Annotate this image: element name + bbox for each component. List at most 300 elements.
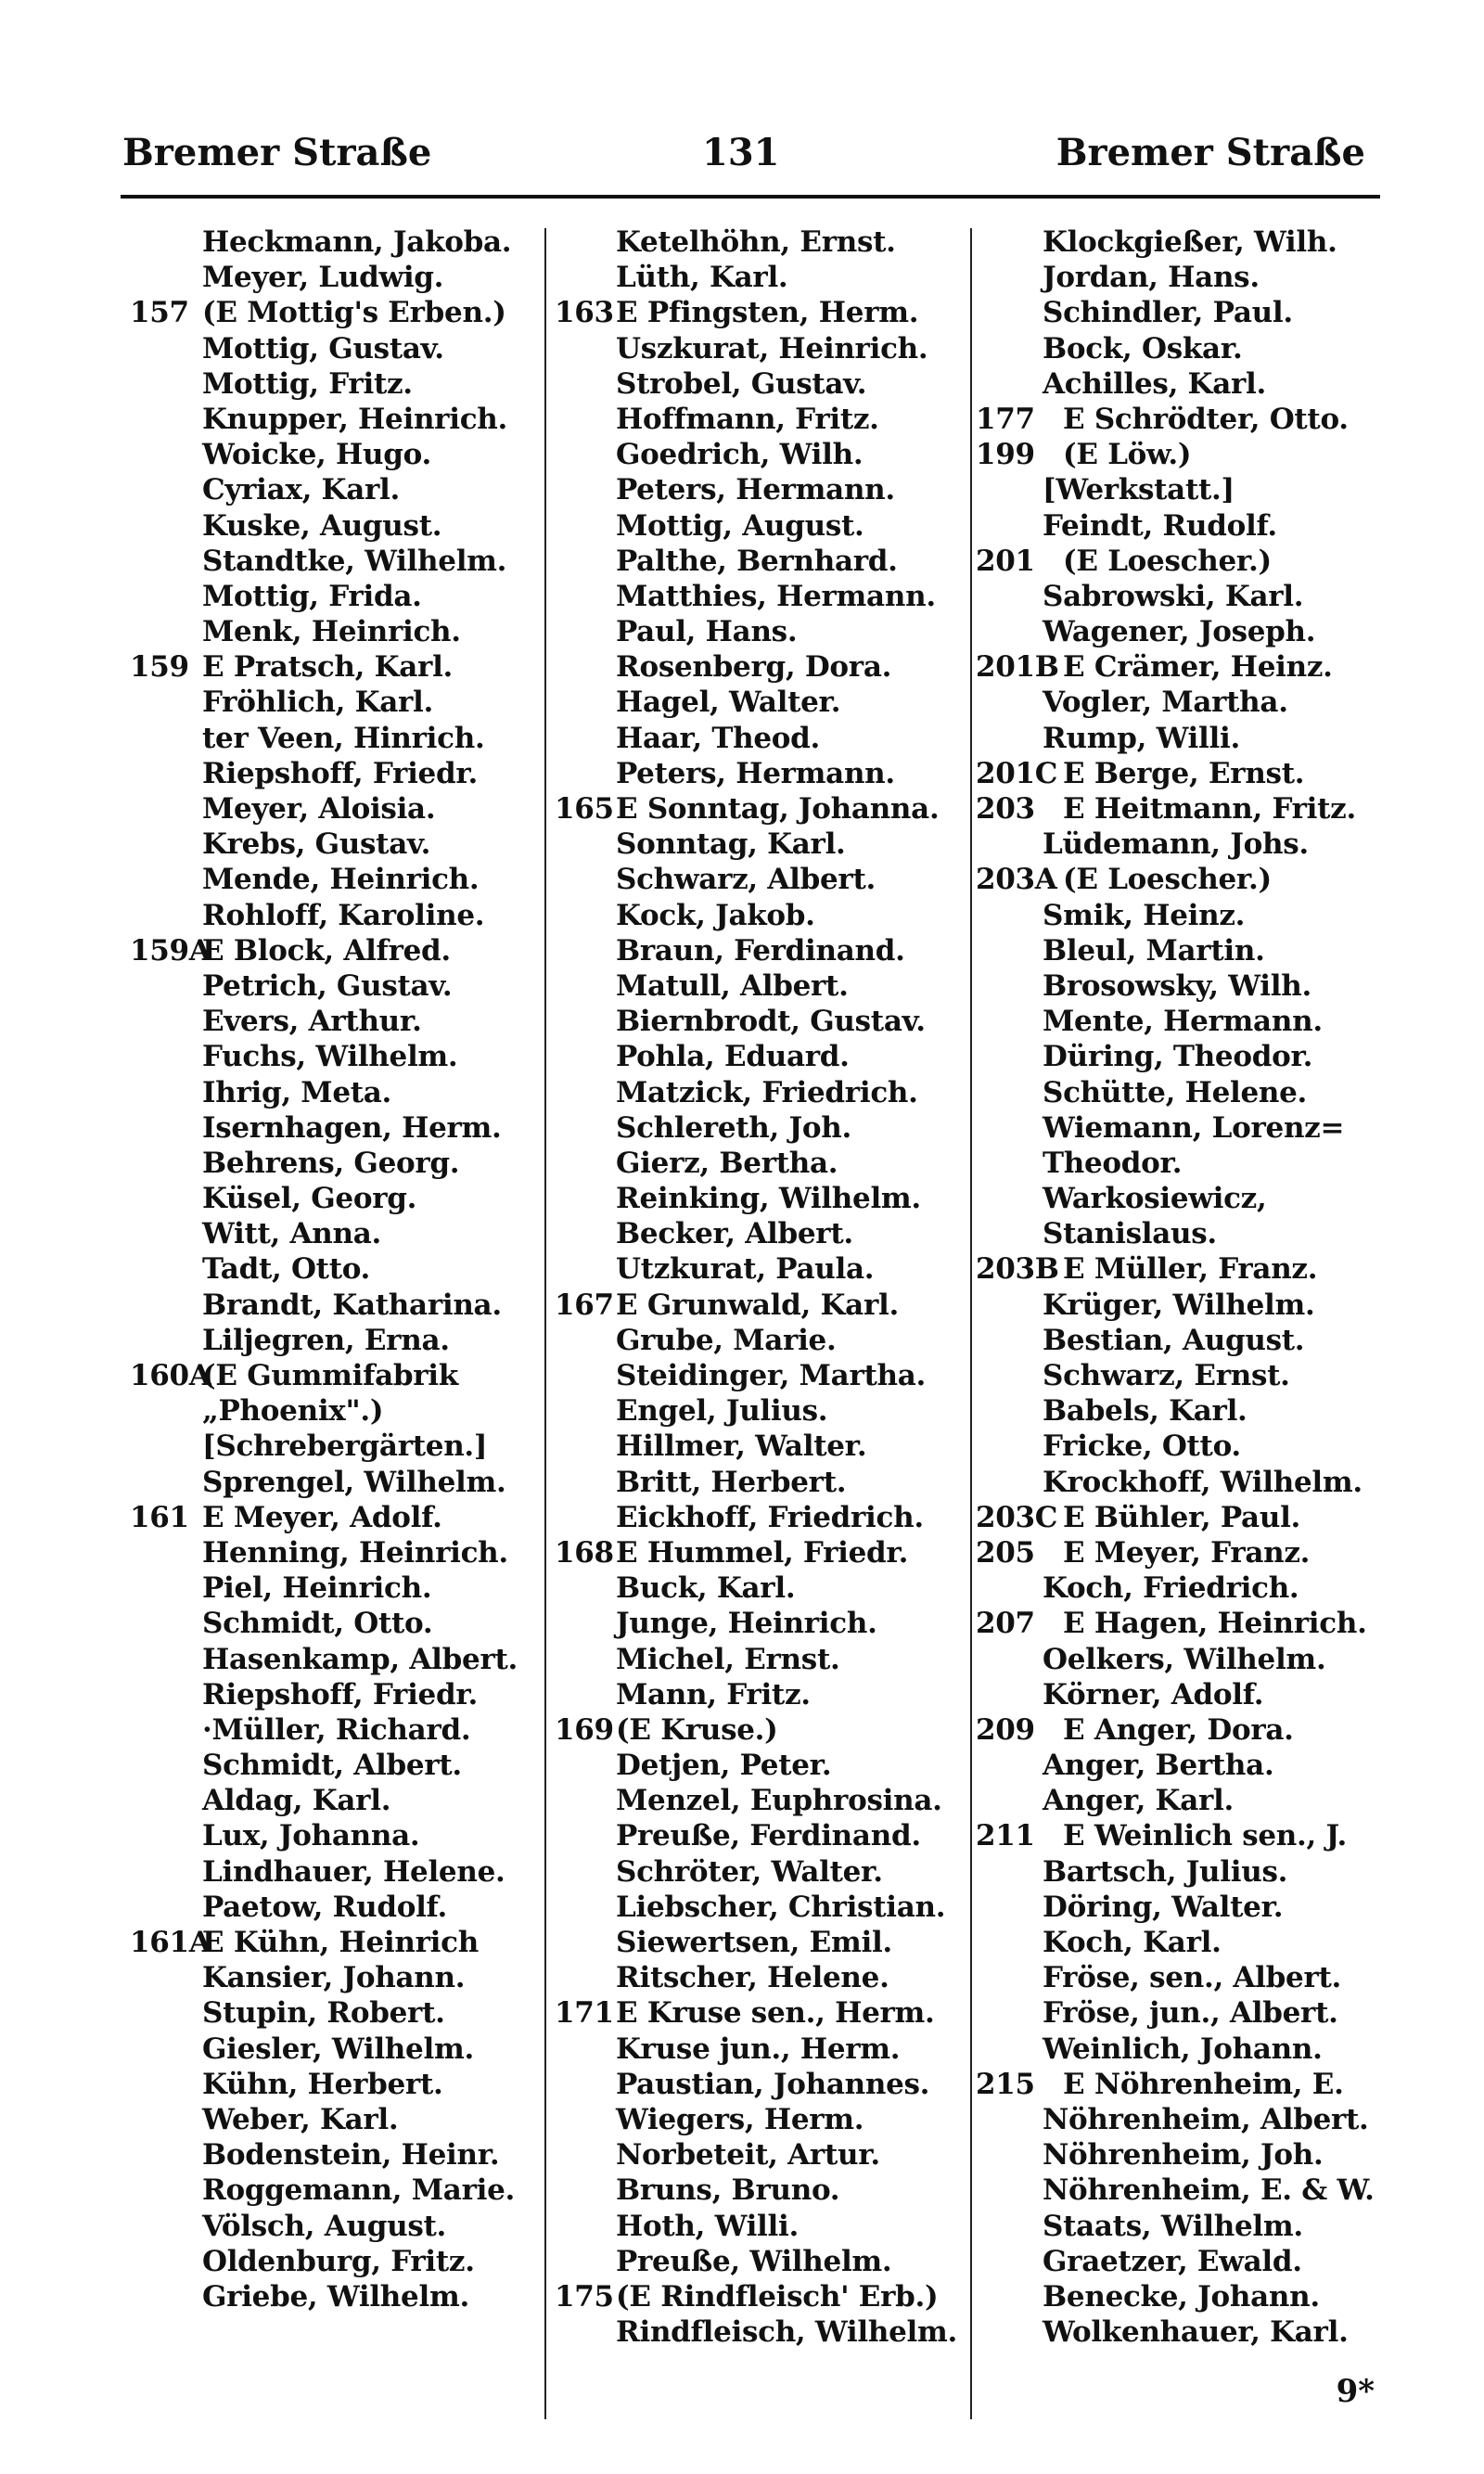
list-item [555,933,965,968]
resident-name: „Phoenix".) [202,1394,384,1429]
list-item [130,1748,538,1783]
resident-name: (E Loescher.) [1063,544,1272,578]
list-item [130,1960,538,1995]
resident-name: Fuchs, Wilhelm. [202,1040,458,1074]
resident-name: Giesler, Wilhelm. [202,2032,474,2066]
resident-name: Palthe, Bernhard. [616,544,898,578]
list-item [976,1995,1388,2031]
list-item [555,2314,965,2350]
list-item [130,1925,538,1960]
list-item [130,2173,538,2208]
indent [976,1995,1043,2031]
resident-name: Matull, Albert. [616,968,849,1003]
list-item [555,1854,965,1890]
list-item [555,1216,965,1251]
resident-name: Brosowsky, Wilh. [1043,968,1311,1003]
list-item [976,1570,1388,1606]
resident-name: Liebscher, Christian. [616,1890,946,1924]
resident-name: Mende, Heinrich. [202,863,480,897]
indent [130,1110,202,1146]
resident-name: Sabrowski, Karl. [1043,579,1304,613]
list-item [976,2314,1388,2350]
resident-name: Weinlich, Johann. [1043,2032,1323,2066]
indent [976,968,1043,1004]
list-item [555,827,965,862]
header-rule [121,195,1380,199]
indent [555,331,616,366]
resident-name: (E Mottig's Erben.) [202,296,506,330]
indent [976,1642,1043,1677]
resident-name: Henning, Heinrich. [202,1535,508,1570]
resident-name: Peters, Hermann. [616,473,895,507]
indent [555,1748,616,1783]
list-item [130,2209,538,2244]
list-item [130,1535,538,1570]
resident-name: Feindt, Rudolf. [1043,508,1277,543]
resident-name: Wiemann, Lorenz= [1043,1110,1345,1145]
resident-name: Britt, Herbert. [616,1465,847,1499]
resident-name: Oldenburg, Fritz. [202,2244,475,2278]
list-item [555,1500,965,1535]
list-item [130,1216,538,1251]
resident-name: (E Loescher.) [1063,863,1272,897]
list-item [130,1854,538,1890]
resident-name: Detjen, Peter. [616,1749,832,1783]
list-item [130,1500,538,1535]
list-item [130,1642,538,1677]
indent [555,1960,616,1995]
resident-name: (E Löw.) [1063,438,1192,472]
indent [130,2279,202,2314]
indent [976,933,1043,968]
list-item [130,898,538,933]
indent [976,1960,1043,1995]
resident-name: Uszkurat, Heinrich. [616,331,928,365]
indent [130,331,202,366]
indent [976,685,1043,720]
resident-name: Ritscher, Helene. [616,1961,889,1995]
indent [130,579,202,614]
resident-name: Biernbrodt, Gustav. [616,1005,926,1039]
list-item [976,2067,1388,2102]
list-item [555,721,965,756]
indent [555,1677,616,1712]
resident-name: Steidinger, Martha. [616,1359,927,1392]
indent [555,756,616,791]
list-item [555,898,965,933]
indent [976,1110,1043,1146]
house-number: 161A [130,1926,211,1959]
indent [555,827,616,862]
list-item [976,260,1388,295]
resident-name: Koch, Friedrich. [1043,1571,1299,1606]
list-item [555,1323,965,1358]
house-number: 209 [976,1712,1035,1747]
resident-name: Norbeteit, Artur. [616,2138,880,2173]
list-item [976,508,1388,544]
list-item [976,2279,1388,2314]
resident-name: Tadt, Otto. [202,1252,371,1287]
resident-name: E Müller, Franz. [1063,1252,1318,1287]
indent [555,968,616,1004]
resident-name: Oelkers, Wilhelm. [1043,1642,1326,1676]
indent [555,1854,616,1890]
list-item [130,1039,538,1074]
column-divider [544,228,546,2419]
house-number: 160A [130,1359,211,1392]
indent [976,224,1043,260]
list-item [976,1677,1388,1712]
list-item [555,685,965,720]
resident-name: (E Gummifabrik [202,1359,458,1392]
house-number: 159 [130,650,189,685]
indent [976,2102,1043,2137]
resident-name: Graetzer, Ewald. [1043,2244,1302,2278]
indent [976,1323,1043,1358]
list-item [555,1642,965,1677]
indent [555,2244,616,2279]
list-item [130,968,538,1004]
resident-name: Matthies, Hermann. [616,579,936,613]
resident-name: Schindler, Paul. [1043,296,1293,330]
resident-name: Gierz, Bertha. [616,1146,838,1180]
list-item [976,791,1388,827]
list-item [555,2209,965,2244]
list-item [130,544,538,579]
indent [976,1004,1043,1039]
list-item [130,791,538,827]
resident-name: E Grunwald, Karl. [616,1288,899,1322]
indent [555,1393,616,1429]
resident-name: Schmidt, Albert. [202,1749,462,1783]
resident-name: Döring, Walter. [1043,1890,1284,1924]
list-item [130,260,538,295]
resident-name: [Schrebergärten.] [202,1429,488,1464]
list-item [555,1925,965,1960]
resident-name: Witt, Anna. [202,1217,381,1251]
indent [976,1216,1043,1251]
list-item [555,2244,965,2279]
list-item [976,579,1388,614]
list-item [130,1465,538,1500]
resident-name: Theodor. [1043,1146,1183,1180]
list-item [130,224,538,260]
list-item [130,1004,538,1039]
resident-name: Roggemann, Marie. [202,2173,515,2208]
resident-name: Anger, Karl. [1043,1784,1234,1818]
indent [555,933,616,968]
resident-name: Meyer, Aloisia. [202,792,436,826]
list-item [976,1181,1388,1216]
indent [555,1818,616,1853]
resident-name: Michel, Ernst. [616,1642,840,1676]
resident-name: Weber, Karl. [202,2102,399,2136]
resident-name: Düring, Theodor. [1043,1040,1313,1074]
indent [555,898,616,933]
resident-name: Schwarz, Albert. [616,863,876,897]
resident-name: E Pratsch, Karl. [202,650,454,685]
resident-name: Mottig, August. [616,508,864,543]
indent [976,1039,1043,1074]
resident-name: Lüth, Karl. [616,261,788,295]
list-item [130,1251,538,1287]
resident-name: Krüger, Wilhelm. [1043,1288,1315,1322]
list-item [130,1323,538,1358]
resident-name: Engel, Julius. [616,1394,828,1429]
resident-name: Kühn, Herbert. [202,2067,443,2101]
indent [130,1535,202,1570]
list-item [555,2279,965,2314]
list-item [976,1818,1388,1853]
resident-name: Wagener, Joseph. [1043,615,1316,649]
list-item [130,1606,538,1641]
resident-name: E Hummel, Friedr. [616,1535,909,1570]
indent [130,1288,202,1323]
list-item [976,1783,1388,1818]
indent [130,2032,202,2067]
indent [130,1995,202,2031]
list-item [555,2032,965,2067]
house-number: 203C [976,1500,1058,1534]
indent [976,2279,1043,2314]
resident-name: Paustian, Johannes. [616,2067,930,2101]
indent [976,2209,1043,2244]
resident-name: Völsch, August. [202,2209,446,2243]
resident-name: Pohla, Eduard. [616,1040,850,1074]
list-item [976,1146,1388,1181]
signature-mark: 9* [1336,2373,1375,2410]
list-item [976,1004,1388,1039]
resident-name: Bock, Oskar. [1043,331,1243,365]
list-item [976,224,1388,260]
indent [130,1712,202,1748]
resident-name: Peters, Hermann. [616,756,895,790]
list-item [555,1712,965,1748]
list-item [130,437,538,472]
resident-name: Schwarz, Ernst. [1043,1359,1290,1392]
list-item [555,508,965,544]
indent [555,1890,616,1925]
indent [130,437,202,472]
indent [555,508,616,544]
list-item [130,508,538,544]
indent [976,2032,1043,2067]
indent [976,331,1043,366]
indent [976,1925,1043,1960]
resident-name: Lindhauer, Helene. [202,1854,505,1889]
resident-name: Riepshoff, Friedr. [202,1677,479,1711]
resident-name: Kansier, Johann. [202,1961,466,1995]
resident-name: Mente, Hermann. [1043,1005,1323,1039]
list-item [976,1358,1388,1393]
resident-name: Staats, Wilhelm. [1043,2209,1303,2243]
indent [130,1323,202,1358]
indent [130,1429,202,1464]
resident-name: Nöhrenheim, Albert. [1043,2102,1369,2136]
indent [130,1783,202,1818]
resident-name: E Heitmann, Fritz. [1063,792,1356,826]
list-item [976,2032,1388,2067]
list-item [130,1288,538,1323]
indent [130,614,202,649]
resident-name: Krebs, Gustav. [202,827,431,862]
resident-name: Sonntag, Karl. [616,827,846,862]
house-number: 215 [976,2067,1035,2101]
resident-name: Schütte, Helene. [1043,1075,1308,1109]
indent [555,1570,616,1606]
indent [130,2173,202,2208]
indent [976,1677,1043,1712]
list-item [555,756,965,791]
list-item [555,1606,965,1641]
indent [130,1039,202,1074]
resident-name: E Anger, Dora. [1063,1712,1294,1747]
indent [555,614,616,649]
resident-name: Koch, Karl. [1043,1926,1222,1959]
indent [130,366,202,402]
list-item [555,1748,965,1783]
list-item [555,1570,965,1606]
resident-name: Bartsch, Julius. [1043,1854,1288,1889]
list-item [130,1995,538,2031]
indent [555,2137,616,2173]
list-item [976,685,1388,720]
list-item [130,1677,538,1712]
list-item [976,721,1388,756]
indent [130,685,202,720]
list-item [130,933,538,968]
indent [555,260,616,295]
list-item [555,2173,965,2208]
list-item [555,1146,965,1181]
indent [976,1429,1043,1464]
list-item [976,933,1388,968]
list-item [555,1677,965,1712]
resident-name: Rohloff, Karoline. [202,898,485,932]
resident-name: Lux, Johanna. [202,1819,420,1853]
resident-name: Jordan, Hans. [1043,261,1260,295]
indent [130,791,202,827]
resident-name: Riepshoff, Friedr. [202,756,479,790]
indent [130,1393,202,1429]
list-item [976,1960,1388,1995]
list-item [130,649,538,685]
resident-name: Schmidt, Otto. [202,1607,433,1641]
indent [130,544,202,579]
list-item [130,1075,538,1110]
list-item [976,2244,1388,2279]
indent [555,1251,616,1287]
indent [976,508,1043,544]
resident-name: Piel, Heinrich. [202,1571,432,1606]
indent [976,1748,1043,1783]
resident-name: Menzel, Euphrosina. [616,1784,942,1818]
house-number: 168 [555,1535,614,1570]
resident-name: ·Müller, Richard. [202,1712,471,1747]
resident-name: Bleul, Martin. [1043,933,1265,968]
resident-name: Lüdemann, Johs. [1043,827,1309,862]
list-item [976,614,1388,649]
indent [130,756,202,791]
resident-name: Behrens, Georg. [202,1146,460,1180]
indent [976,614,1043,649]
indent [130,721,202,756]
list-item [130,862,538,897]
list-item [555,1535,965,1570]
indent [555,437,616,472]
list-item [130,1181,538,1216]
list-item [130,1570,538,1606]
indent [976,1288,1043,1323]
list-item [555,1075,965,1110]
list-item [976,1854,1388,1890]
indent [555,579,616,614]
list-item [976,1712,1388,1748]
indent [130,2067,202,2102]
column-2 [555,224,965,2350]
list-item [976,827,1388,862]
resident-name: Utzkurat, Paula. [616,1252,875,1287]
indent [555,1146,616,1181]
list-item [130,402,538,437]
house-number: 207 [976,1607,1035,1641]
indent [130,508,202,544]
list-item [976,1925,1388,1960]
resident-name: Rindfleisch, Wilhelm. [616,2315,957,2350]
list-item [130,1429,538,1464]
list-item [555,1039,965,1074]
resident-name: E Meyer, Franz. [1063,1535,1311,1570]
list-item [976,1393,1388,1429]
indent [130,2102,202,2137]
resident-name: Preuße, Ferdinand. [616,1819,921,1853]
indent [976,1465,1043,1500]
house-number: 201 [976,544,1035,578]
list-item [555,2102,965,2137]
indent [555,224,616,260]
indent [976,898,1043,933]
list-item [555,1890,965,1925]
indent [976,1783,1043,1818]
resident-name: Menk, Heinrich. [202,615,461,649]
indent [976,1358,1043,1393]
indent [130,827,202,862]
resident-name: Paul, Hans. [616,615,798,649]
list-item [130,579,538,614]
list-item [555,224,965,260]
list-item [130,614,538,649]
list-item [555,1960,965,1995]
resident-name: E Block, Alfred. [202,933,451,968]
resident-name: Brandt, Katharina. [202,1288,502,1322]
list-item [130,472,538,507]
house-number: 203B [976,1252,1059,1287]
list-item [555,1110,965,1146]
indent [976,1146,1043,1181]
resident-name: E Sonntag, Johanna. [616,792,940,826]
indent [976,1393,1043,1429]
list-item [555,260,965,295]
indent [555,472,616,507]
list-item [555,402,965,437]
house-number: 201C [976,756,1058,790]
resident-name: Buck, Karl. [616,1571,796,1606]
indent [976,579,1043,614]
list-item [976,1535,1388,1570]
indent [976,2173,1043,2208]
indent [976,1854,1043,1890]
header-street-left: Bremer Straße [122,131,432,174]
